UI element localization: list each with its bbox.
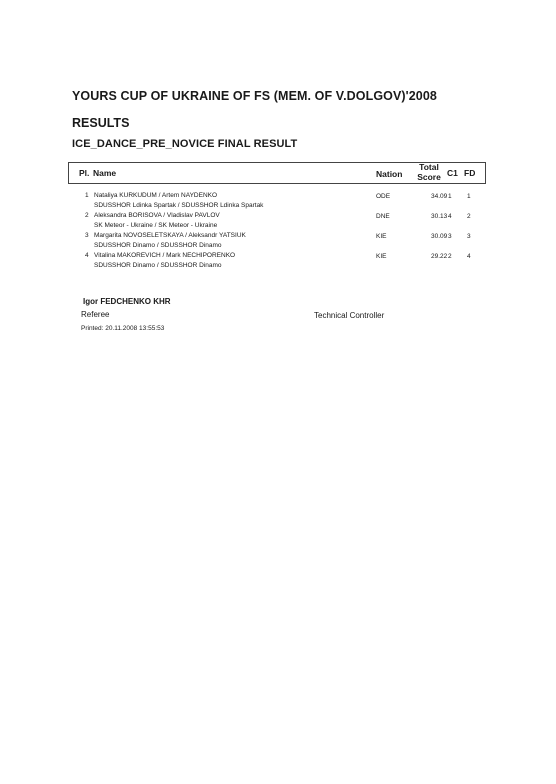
results-table-header (68, 162, 486, 184)
row-score: 34.09 (431, 193, 448, 200)
row-nation: KIE (376, 253, 387, 260)
row-club: SDUSSHOR Dinamo / SDUSSHOR Dinamo (94, 262, 222, 269)
technical-controller-label: Technical Controller (314, 311, 385, 320)
row-name: Margarita NOVOSELETSKAYA / Aleksandr YATSIUK (94, 232, 246, 239)
row-rank: 1 (85, 192, 89, 199)
header-name: Name (93, 168, 117, 178)
category-heading: ICE_DANCE_PRE_NOVICE FINAL RESULT (72, 138, 298, 150)
table-row (68, 212, 486, 232)
results-heading: RESULTS (72, 116, 130, 130)
row-score: 30.09 (431, 233, 448, 240)
header-place: Pl. (79, 168, 90, 178)
row-rank: 3 (85, 232, 89, 239)
header-nation: Nation (376, 169, 403, 179)
row-name: Aleksandra BORISOVA / Vladislav PAVLOV (94, 212, 220, 219)
header-fd: FD (464, 168, 476, 178)
row-rank: 2 (85, 212, 89, 219)
table-row (68, 232, 486, 252)
row-club: SK Meteor - Ukraine / SK Meteor - Ukraine (94, 222, 218, 229)
row-nation: KIE (376, 233, 387, 240)
header-total-score (414, 162, 444, 182)
row-score: 29.22 (431, 253, 448, 260)
row-fd: 4 (467, 253, 471, 260)
table-row (68, 252, 486, 272)
row-club: SDUSSHOR Ldinka Spartak / SDUSSHOR Ldinka Spartak (94, 202, 264, 209)
header-total-line1: Total (419, 162, 439, 172)
referee-label: Referee (81, 310, 110, 319)
row-c1: 2 (448, 253, 452, 260)
row-fd: 3 (467, 233, 471, 240)
row-c1: 3 (448, 233, 452, 240)
referee-name: Igor FEDCHENKO KHR (83, 297, 171, 306)
row-c1: 4 (448, 213, 452, 220)
printed-timestamp: Printed: 20.11.2008 13:55:53 (81, 325, 165, 332)
header-total-line2: Score (417, 172, 441, 182)
document-title: YOURS CUP OF UKRAINE OF FS (MEM. OF V.DOLGOV)'2008 (72, 89, 437, 103)
row-fd: 1 (467, 193, 471, 200)
row-name: Vitalina MAKOREVICH / Mark NECHIPORENKO (94, 252, 236, 259)
row-name: Nataliya KURKUDUM / Artem NAYDENKO (94, 192, 218, 199)
row-c1: 1 (448, 193, 452, 200)
row-nation: ODE (376, 193, 391, 200)
row-score: 30.13 (431, 213, 448, 220)
header-c1: C1 (447, 168, 458, 178)
table-row (68, 192, 486, 212)
row-club: SDUSSHOR Dinamo / SDUSSHOR Dinamo (94, 242, 222, 249)
row-nation: DNE (376, 213, 390, 220)
row-rank: 4 (85, 252, 89, 259)
row-fd: 2 (467, 213, 471, 220)
